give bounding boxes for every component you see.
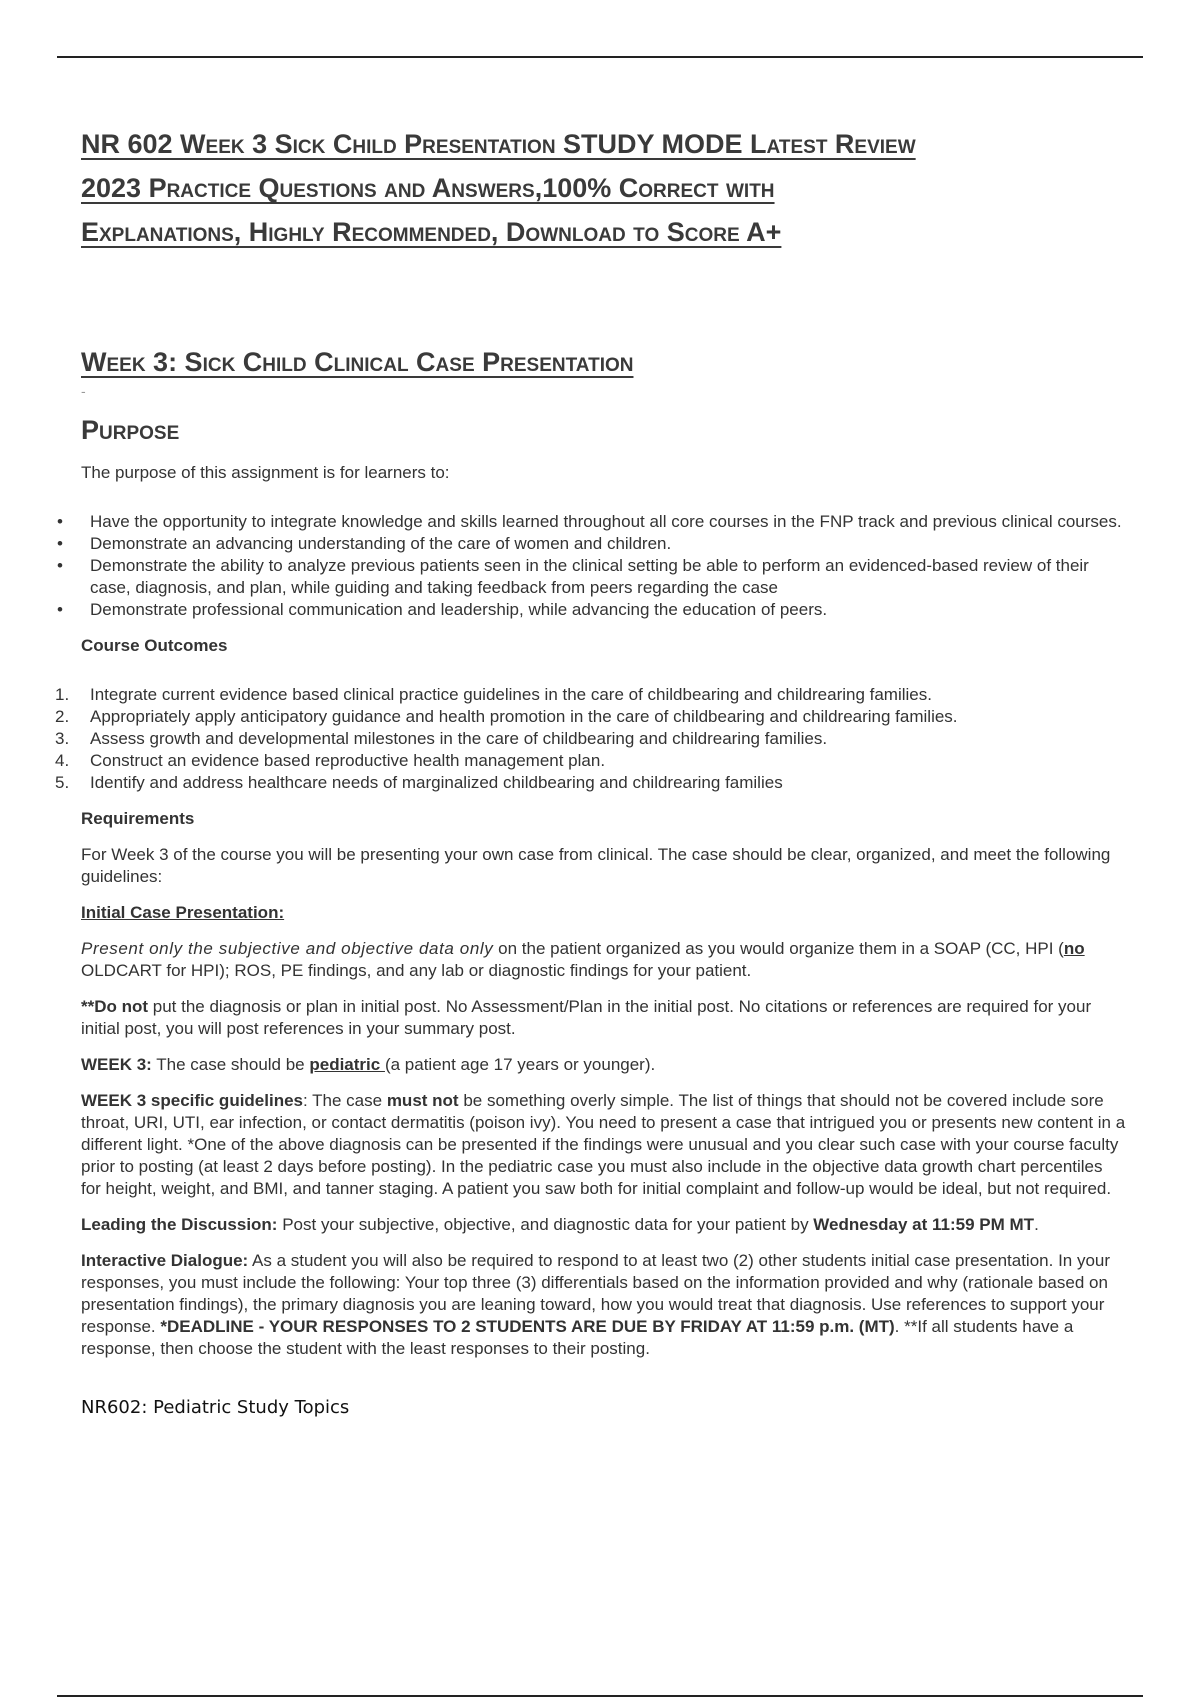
list-item: • Have the opportunity to integrate knowledge and skills learned throughout all core courses in the FNP track and previous clinical courses. — [57, 512, 1122, 531]
bullet-marker: • — [57, 556, 63, 575]
initial-case-paragraph: Present only the subjective and objective data only on the patient organized as you would organize them in a SOAP (CC, HPI (no OLDCART for HPI); ROS, PE findings, and any lab or diagnostic findings for your patient. — [81, 939, 1085, 980]
requirements-heading: Requirements — [81, 809, 195, 828]
study-topics-heading: NR602: Pediatric Study Topics — [81, 1397, 350, 1418]
purpose-bullet-list — [57, 511, 1127, 621]
list-number: 2. — [55, 707, 70, 726]
list-item: • Demonstrate an advancing understanding of the care of women and children. — [57, 534, 672, 553]
purpose-intro: The purpose of this assignment is for learners to: — [81, 463, 450, 482]
bullet-marker: • — [57, 534, 63, 553]
list-item: 5. Identify and address healthcare needs of marginalized childbearing and childrearing families — [55, 773, 783, 792]
list-number: 5. — [55, 773, 70, 792]
list-item: 4. Construct an evidence based reproductive health management plan. — [55, 751, 606, 770]
leading-discussion-paragraph: Leading the Discussion: Post your subjective, objective, and diagnostic data for your patient by Wednesday at 11:59 PM MT. — [81, 1215, 1039, 1234]
do-not-paragraph: **Do not put the diagnosis or plan in initial post. No Assessment/Plan in the initial post. No citations or references are required for your initial post, you will post references in your summary post. — [81, 997, 1092, 1038]
list-item: • Demonstrate the ability to analyze previous patients seen in the clinical setting be able to perform an evidenced-based review of their case, diagnosis, and plan, while guiding and taking feedback from peers regarding the case — [57, 556, 1089, 597]
initial-case-heading: Initial Case Presentation: — [81, 903, 285, 922]
stray-mark: - — [81, 383, 86, 399]
bullet-marker: • — [57, 600, 63, 619]
specific-guidelines-paragraph: WEEK 3 specific guidelines: The case must not be something overly simple. The list of things that should not be covered include sore throat, URI, UTI, ear infection, or contact dermatitis (poison ivy). You need to present a case that intrigued you or presents new content in a different light. *One of the above diagnosis can be presented if the findings were unusual and you clear such case with your course faculty prior to posting (at least 2 days before posting). In the pediatric case you must also include in the objective data growth chart percentiles for height, weight, and BMI, and tanner staging. A patient you saw both for initial complaint and follow-up would be ideal, but not required. — [81, 1091, 1126, 1198]
list-number: 3. — [55, 729, 70, 748]
list-item: • Demonstrate professional communication and leadership, while advancing the education of peers. — [57, 600, 828, 619]
course-outcomes-list — [57, 684, 1127, 794]
document-body — [55, 122, 1127, 1420]
requirements-intro: For Week 3 of the course you will be presenting your own case from clinical. The case should be clear, organized, and meet the following guidelines: — [81, 845, 1111, 886]
course-outcomes-heading: Course Outcomes — [81, 636, 228, 655]
document-title — [81, 122, 1127, 254]
bullet-marker: • — [57, 512, 63, 531]
interactive-dialogue-paragraph: Interactive Dialogue: As a student you will also be required to respond to at least two (2) other students initial case presentation. In your responses, you must include the following: Your top three (3) differentials based on the information provided and why (rationale based on presentation findings), the primary diagnosis you are leaning toward, how you would treat that diagnosis. Use references to support your response. *DEADLINE - YOUR RESPONSES TO 2 STUDENTS ARE DUE BY FRIDAY AT 11:59 p.m. (MT). **If all students have a response, then choose the student with the least responses to their posting. — [81, 1251, 1111, 1358]
list-item: 2. Appropriately apply anticipatory guidance and health promotion in the care of childbearing and childrearing families. — [55, 707, 958, 726]
bottom-rule — [57, 1695, 1143, 1697]
list-item: 1. Integrate current evidence based clinical practice guidelines in the care of childbearing and childrearing families. — [55, 685, 932, 704]
list-number: 1. — [55, 685, 70, 704]
title-line: Explanations, Highly Recommended, Download to Score A+ — [81, 217, 782, 247]
title-line: 2023 Practice Questions and Answers,100% Correct with — [81, 173, 775, 203]
top-rule — [57, 56, 1143, 58]
title-line: NR 602 Week 3 Sick Child Presentation STUDY MODE Latest Review — [81, 129, 916, 159]
section-title: Week 3: Sick Child Clinical Case Presentation — [81, 347, 634, 377]
week3-paragraph: WEEK 3: The case should be pediatric (a patient age 17 years or younger). — [81, 1055, 656, 1074]
list-number: 4. — [55, 751, 70, 770]
purpose-heading: Purpose — [81, 415, 180, 445]
list-item: 3. Assess growth and developmental milestones in the care of childbearing and childrearing families. — [55, 729, 828, 748]
